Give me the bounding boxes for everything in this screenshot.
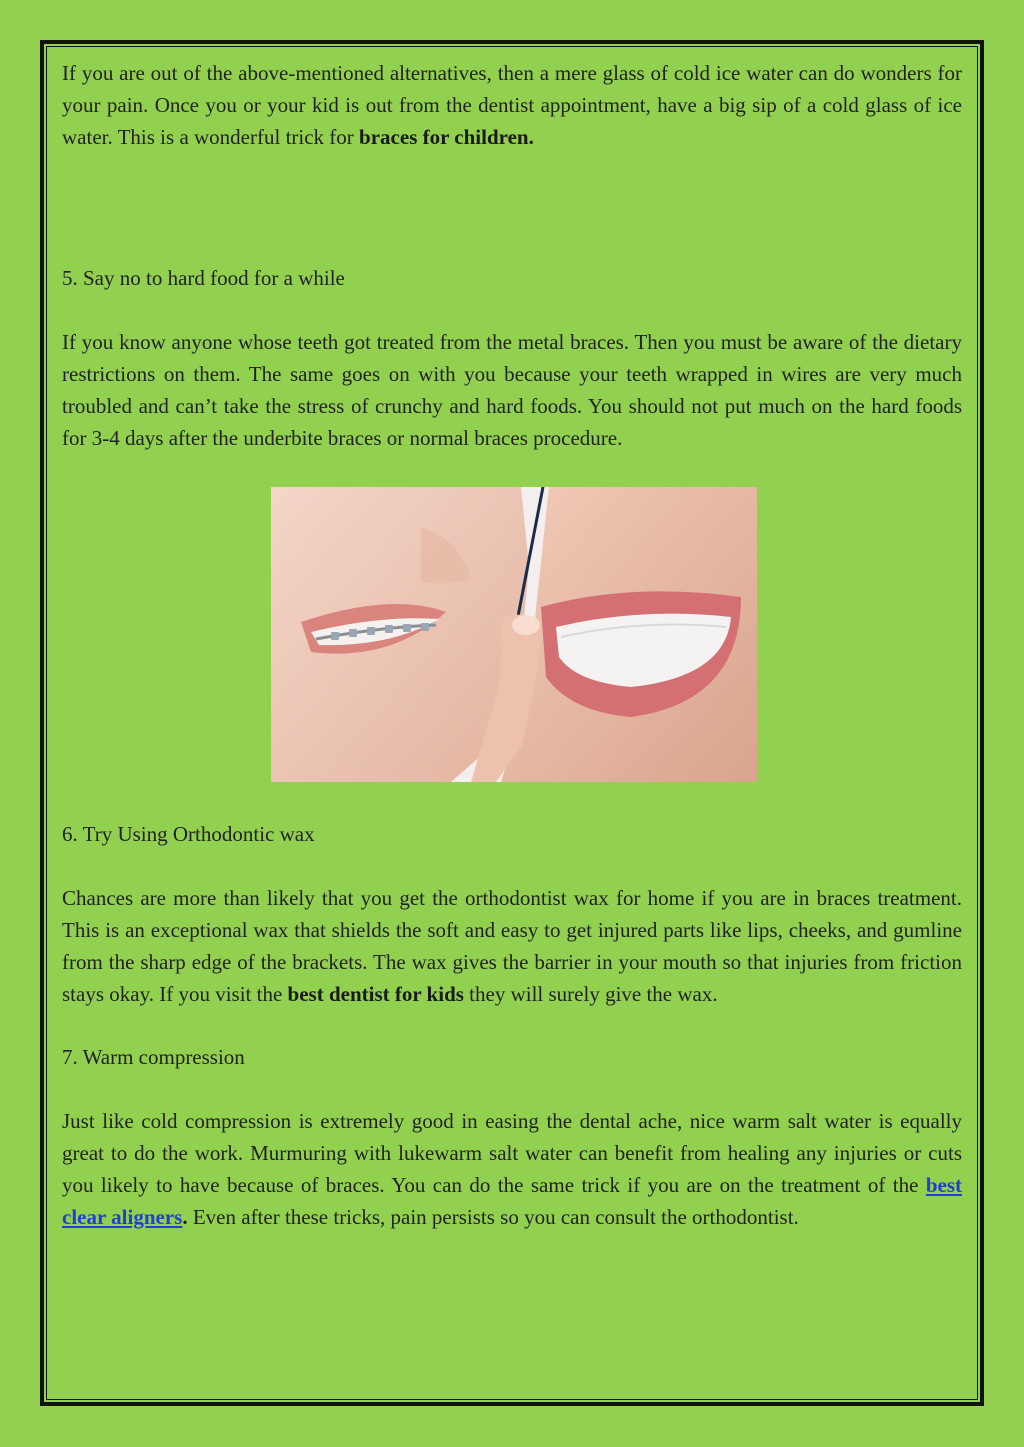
- bold-braces-for-children: braces for children.: [359, 124, 534, 149]
- heading-section-5: 5. Say no to hard food for a while: [62, 266, 345, 291]
- bold-best-dentist-for-kids: best dentist for kids: [287, 981, 464, 1006]
- best-clear-aligners-link[interactable]: best clear aligners: [62, 1172, 962, 1229]
- paragraph-orthodontic-wax: [62, 883, 962, 1010]
- paragraph-text: Chances are more than likely that you get the orthodontist wax for home if you are in braces treatment. This is an exceptional wax that shields the soft and easy to get injured parts like lips, cheeks, and gumline from the sharp edge of the brackets. The wax gives the barrier in your mouth so that injuries from friction stays okay. If you visit the: [62, 886, 962, 1006]
- braces-vs-aligner-image: [271, 487, 757, 782]
- heading-section-7: 7. Warm compression: [62, 1045, 245, 1070]
- paragraph-text: If you are out of the above-mentioned alternatives, then a mere glass of cold ice water can do wonders for your pain. Once you or your kid is out from the dentist appointment, have a big sip of a cold glass of ice water. This is a wonderful trick for: [62, 61, 962, 149]
- paragraph-warm-compression: [62, 1106, 962, 1233]
- paragraph-ice-water: [62, 58, 962, 153]
- paragraph-text-end: Even after these tricks, pain persists so you can consult the orthodontist.: [187, 1204, 799, 1229]
- paragraph-hard-food: If you know anyone whose teeth got treated from the metal braces. Then you must be aware of the dietary restrictions on them. The same goes on with you because your teeth wrapped in wires are very much troubled and can’t take the stress of crunchy and hard foods. You should not put much on the hard foods for 3-4 days after the underbite braces or normal braces procedure.: [62, 330, 962, 450]
- paragraph-text: Just like cold compression is extremely good in easing the dental ache, nice warm salt water is equally great to do the work. Murmuring with lukewarm salt water can benefit from healing any injuries or cuts you likely to have because of braces. You can do the same trick if you are on the treatment of the: [62, 1109, 962, 1197]
- paragraph-text-end: they will surely give the wax.: [463, 981, 718, 1006]
- braces-aligner-illustration: [271, 487, 757, 782]
- document-body: [62, 58, 962, 1233]
- heading-section-6: 6. Try Using Orthodontic wax: [62, 822, 315, 847]
- link-period: .: [182, 1204, 188, 1229]
